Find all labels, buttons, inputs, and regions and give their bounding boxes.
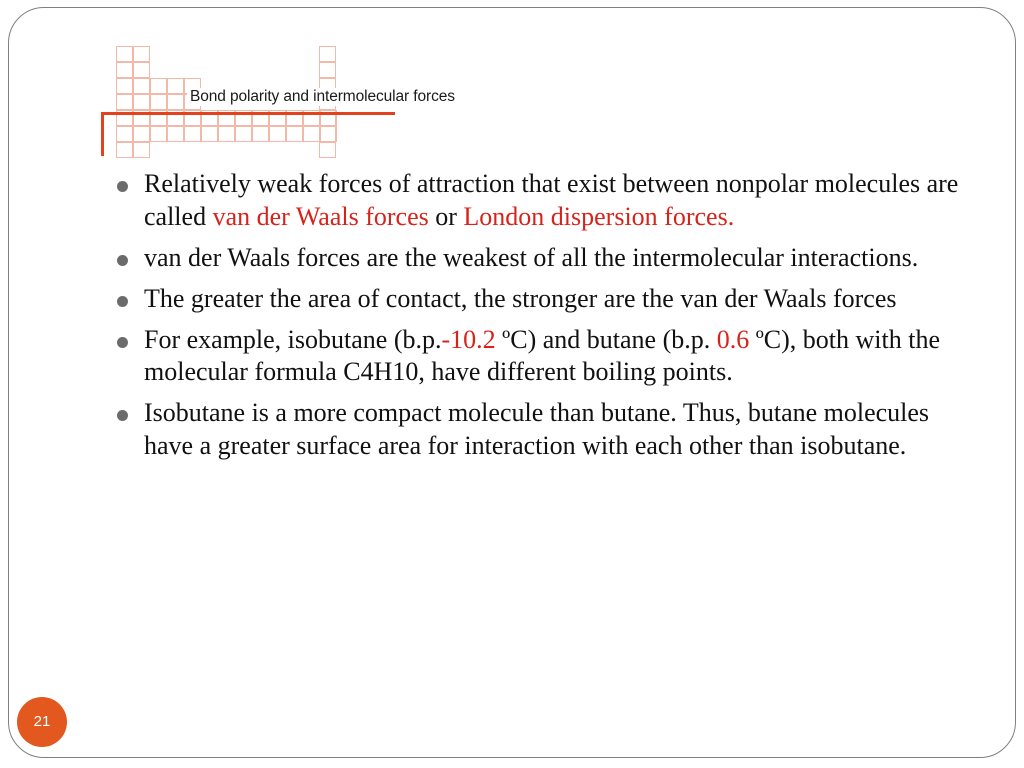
header-grid-cell: [167, 78, 184, 94]
header-grid-cell: [133, 46, 150, 62]
header-grid-cell: [150, 126, 167, 142]
bullet-icon: [117, 181, 128, 192]
header-grid-cell: [252, 126, 269, 142]
header-rule-vertical: [101, 112, 104, 156]
header-grid-cell: [167, 94, 184, 110]
header-grid-cell: [133, 78, 150, 94]
header-grid-cell: [133, 142, 150, 158]
header-grid-cell: [116, 78, 133, 94]
header-grid-cell: [319, 46, 336, 62]
bullet-icon: [117, 337, 128, 348]
header-grid-cell: [133, 126, 150, 142]
bullet-text: Isobutane is a more compact molecule than butane. Thus, butane molecules have a greater surface area for interaction with each other than isobutane.: [144, 398, 930, 460]
bullet-item: [109, 168, 969, 233]
header-grid-cell: [235, 126, 252, 142]
bullet-item: [109, 283, 969, 316]
bullet-text: van der Waals forces are the weakest of all the intermolecular interactions.: [144, 242, 919, 272]
header-grid-cell: [150, 94, 167, 110]
bullet-text: For example, isobutane (b.p.-10.2 ºC) and butane (b.p. 0.6 ºC), both with the molecular formula C4H10, have different boiling points.: [144, 324, 941, 386]
bullet-item: [109, 324, 969, 389]
header-grid-cell: [184, 126, 201, 142]
bullet-icon: [117, 410, 128, 421]
bullet-list: [109, 168, 969, 471]
bullet-icon: [117, 296, 128, 307]
header-grid-cell: [218, 126, 235, 142]
header-grid-cell: [133, 62, 150, 78]
header-grid-cell: [116, 62, 133, 78]
header-grid-cell: [150, 78, 167, 94]
header-grid-cell: [133, 94, 150, 110]
bullet-item: [109, 397, 969, 462]
header-grid-cell: [116, 46, 133, 62]
page-number-badge: 21: [17, 697, 67, 747]
header-grid-cell: [269, 126, 286, 142]
header-grid-cell: [116, 142, 133, 158]
header-grid-cell: [319, 62, 336, 78]
header-grid-cell: [116, 94, 133, 110]
header-grid-cell: [320, 126, 337, 142]
header-grid-cell: [167, 126, 184, 142]
bullet-item: [109, 242, 969, 275]
header-grid-cell: [319, 142, 336, 158]
bullet-text: The greater the area of contact, the stronger are the van der Waals forces: [144, 283, 897, 313]
header-grid-cell: [286, 126, 303, 142]
slide-title: Bond polarity and intermolecular forces: [187, 88, 458, 106]
header-grid-cell: [303, 126, 320, 142]
header-grid-cell: [116, 126, 133, 142]
header-rule-horizontal: [101, 112, 395, 115]
slide: [8, 7, 1016, 758]
bullet-text: Relatively weak forces of attraction that exist between nonpolar molecules are called van der Waals forces or London dispersion forces.: [144, 169, 959, 231]
bullet-icon: [117, 255, 128, 266]
header-grid-cell: [201, 126, 218, 142]
